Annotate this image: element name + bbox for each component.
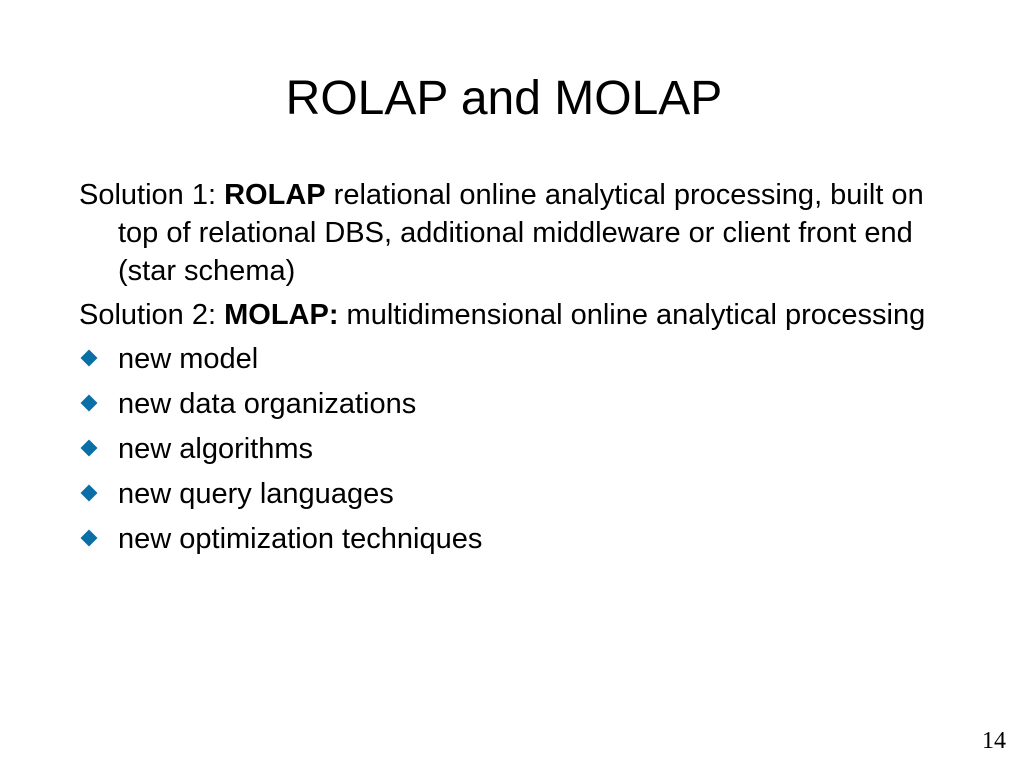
solution-1-prefix: Solution 1: bbox=[79, 179, 225, 211]
slide-body bbox=[79, 176, 939, 565]
diamond-bullet-icon bbox=[81, 530, 98, 547]
solution-2-paragraph bbox=[79, 296, 939, 334]
list-item-text: new optimization techniques bbox=[118, 523, 483, 555]
list-item bbox=[79, 520, 939, 558]
molap-feature-list bbox=[79, 340, 939, 558]
list-item bbox=[79, 430, 939, 468]
list-item-text: new algorithms bbox=[118, 433, 314, 465]
solution-1-paragraph bbox=[79, 176, 939, 290]
list-item bbox=[79, 475, 939, 513]
page-number: 14 bbox=[982, 728, 1006, 754]
solution-1-text: relational online analytical processing, built on top of relational DBS, additional middleware or client front end (star schema) bbox=[118, 179, 924, 287]
diamond-bullet-icon bbox=[81, 485, 98, 502]
slide-title: ROLAP and MOLAP bbox=[285, 72, 723, 125]
list-item-text: new data organizations bbox=[118, 388, 417, 420]
diamond-bullet-icon bbox=[81, 350, 98, 367]
list-item-text: new query languages bbox=[118, 478, 394, 510]
solution-1-term: ROLAP bbox=[224, 179, 326, 211]
list-item bbox=[79, 340, 939, 378]
solution-2-text: multidimensional online analytical processing bbox=[338, 299, 926, 331]
diamond-bullet-icon bbox=[81, 440, 98, 457]
list-item-text: new model bbox=[118, 343, 259, 375]
solution-2-term: MOLAP: bbox=[224, 299, 339, 331]
solution-2-prefix: Solution 2: bbox=[79, 299, 225, 331]
diamond-bullet-icon bbox=[81, 395, 98, 412]
list-item bbox=[79, 385, 939, 423]
